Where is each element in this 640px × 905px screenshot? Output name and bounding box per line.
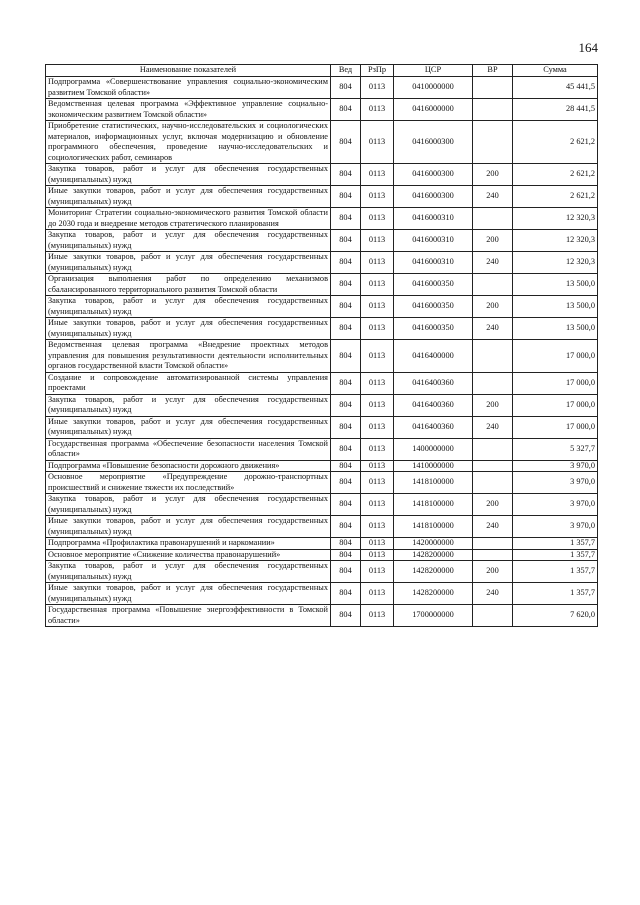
cell-sum: 12 320,3: [513, 208, 598, 230]
cell-rzpr: 0113: [361, 394, 394, 416]
cell-ved: 804: [331, 561, 361, 583]
cell-rzpr: 0113: [361, 538, 394, 550]
table-row: [46, 394, 598, 416]
cell-ved: 804: [331, 394, 361, 416]
cell-csr: 1428200000: [394, 583, 473, 605]
cell-vr: 200: [473, 561, 513, 583]
cell-name: Закупка товаров, работ и услуг для обеспечения государственных (муниципальных) нужд: [46, 561, 331, 583]
cell-rzpr: 0113: [361, 252, 394, 274]
cell-name: Закупка товаров, работ и услуг для обеспечения государственных (муниципальных) нужд: [46, 164, 331, 186]
cell-sum: 1 357,7: [513, 583, 598, 605]
cell-ved: 804: [331, 274, 361, 296]
table-row: [46, 164, 598, 186]
cell-vr: [473, 340, 513, 373]
cell-rzpr: 0113: [361, 296, 394, 318]
cell-ved: 804: [331, 164, 361, 186]
cell-ved: 804: [331, 416, 361, 438]
cell-rzpr: 0113: [361, 77, 394, 99]
cell-name: Приобретение статистических, научно-исследовательских и социологических материалов, информационных услуг, включая модернизацию и обновление программного обеспечения, проведение научно-исследовательских и социологических работ, семинаров: [46, 121, 331, 164]
cell-rzpr: 0113: [361, 460, 394, 472]
header-name: Наименование показателей: [46, 65, 331, 77]
cell-name: Иные закупки товаров, работ и услуг для обеспечения государственных (муниципальных) нужд: [46, 416, 331, 438]
cell-sum: 1 357,7: [513, 538, 598, 550]
cell-vr: 240: [473, 583, 513, 605]
cell-vr: 200: [473, 164, 513, 186]
table-row: [46, 99, 598, 121]
cell-csr: 0416000350: [394, 318, 473, 340]
table-row: [46, 372, 598, 394]
cell-name: Закупка товаров, работ и услуг для обеспечения государственных (муниципальных) нужд: [46, 494, 331, 516]
cell-name: Иные закупки товаров, работ и услуг для обеспечения государственных (муниципальных) нужд: [46, 252, 331, 274]
cell-name: Подпрограмма «Повышение безопасности дорожного движения»: [46, 460, 331, 472]
cell-sum: 3 970,0: [513, 516, 598, 538]
cell-vr: 240: [473, 186, 513, 208]
cell-vr: [473, 549, 513, 561]
cell-rzpr: 0113: [361, 121, 394, 164]
cell-rzpr: 0113: [361, 340, 394, 373]
cell-ved: 804: [331, 372, 361, 394]
cell-ved: 804: [331, 583, 361, 605]
cell-name: Подпрограмма «Профилактика правонарушений и наркомании»: [46, 538, 331, 550]
table-row: [46, 77, 598, 99]
cell-csr: 1410000000: [394, 460, 473, 472]
cell-rzpr: 0113: [361, 164, 394, 186]
cell-vr: 200: [473, 494, 513, 516]
cell-vr: [473, 472, 513, 494]
cell-csr: 0416400000: [394, 340, 473, 373]
cell-name: Иные закупки товаров, работ и услуг для обеспечения государственных (муниципальных) нужд: [46, 583, 331, 605]
cell-vr: 240: [473, 252, 513, 274]
cell-ved: 804: [331, 494, 361, 516]
cell-sum: 5 327,7: [513, 438, 598, 460]
cell-ved: 804: [331, 472, 361, 494]
cell-sum: 12 320,3: [513, 252, 598, 274]
cell-csr: 0416000300: [394, 121, 473, 164]
cell-sum: 7 620,0: [513, 605, 598, 627]
cell-name: Закупка товаров, работ и услуг для обеспечения государственных (муниципальных) нужд: [46, 394, 331, 416]
cell-csr: 0416400360: [394, 416, 473, 438]
cell-vr: 240: [473, 516, 513, 538]
cell-name: Закупка товаров, работ и услуг для обеспечения государственных (муниципальных) нужд: [46, 230, 331, 252]
cell-rzpr: 0113: [361, 318, 394, 340]
cell-name: Иные закупки товаров, работ и услуг для обеспечения государственных (муниципальных) нужд: [46, 318, 331, 340]
cell-sum: 1 357,7: [513, 561, 598, 583]
table-row: [46, 208, 598, 230]
table-row: [46, 494, 598, 516]
cell-csr: 1418100000: [394, 516, 473, 538]
cell-sum: 2 621,2: [513, 121, 598, 164]
table-row: [46, 538, 598, 550]
cell-vr: [473, 460, 513, 472]
cell-name: Создание и сопровождение автоматизированной системы управления проектами: [46, 372, 331, 394]
table-row: [46, 516, 598, 538]
cell-csr: 1428200000: [394, 549, 473, 561]
cell-ved: 804: [331, 252, 361, 274]
cell-vr: [473, 438, 513, 460]
cell-csr: 0410000000: [394, 77, 473, 99]
cell-csr: 0416000300: [394, 164, 473, 186]
cell-rzpr: 0113: [361, 230, 394, 252]
cell-rzpr: 0113: [361, 274, 394, 296]
cell-name: Ведомственная целевая программа «Эффективное управление социально-экономическим развитием Томской области»: [46, 99, 331, 121]
header-ved: Вед: [331, 65, 361, 77]
cell-name: Основное мероприятие «Снижение количества правонарушений»: [46, 549, 331, 561]
table-row: [46, 340, 598, 373]
cell-ved: 804: [331, 549, 361, 561]
cell-rzpr: 0113: [361, 208, 394, 230]
cell-vr: [473, 77, 513, 99]
cell-rzpr: 0113: [361, 583, 394, 605]
cell-vr: [473, 208, 513, 230]
cell-name: Закупка товаров, работ и услуг для обеспечения государственных (муниципальных) нужд: [46, 296, 331, 318]
table-row: [46, 318, 598, 340]
cell-rzpr: 0113: [361, 561, 394, 583]
cell-sum: 1 357,7: [513, 549, 598, 561]
cell-sum: 45 441,5: [513, 77, 598, 99]
cell-ved: 804: [331, 605, 361, 627]
cell-ved: 804: [331, 186, 361, 208]
cell-sum: 13 500,0: [513, 274, 598, 296]
cell-sum: 17 000,0: [513, 416, 598, 438]
cell-ved: 804: [331, 538, 361, 550]
cell-csr: 0416000350: [394, 274, 473, 296]
table-row: [46, 561, 598, 583]
table-row: [46, 274, 598, 296]
cell-vr: 200: [473, 394, 513, 416]
cell-sum: 12 320,3: [513, 230, 598, 252]
cell-sum: 2 621,2: [513, 164, 598, 186]
table-row: [46, 460, 598, 472]
cell-rzpr: 0113: [361, 438, 394, 460]
table-row: [46, 186, 598, 208]
cell-sum: 2 621,2: [513, 186, 598, 208]
cell-vr: 200: [473, 230, 513, 252]
cell-csr: 0416000000: [394, 99, 473, 121]
cell-name: Мониторинг Стратегии социально-экономического развития Томской области до 2030 года и внедрение методов стратегического планирования: [46, 208, 331, 230]
cell-sum: 13 500,0: [513, 318, 598, 340]
cell-rzpr: 0113: [361, 516, 394, 538]
header-rzpr: РзПр: [361, 65, 394, 77]
cell-vr: [473, 538, 513, 550]
cell-rzpr: 0113: [361, 186, 394, 208]
cell-csr: 1400000000: [394, 438, 473, 460]
cell-vr: [473, 99, 513, 121]
cell-ved: 804: [331, 340, 361, 373]
cell-rzpr: 0113: [361, 416, 394, 438]
cell-name: Иные закупки товаров, работ и услуг для обеспечения государственных (муниципальных) нужд: [46, 186, 331, 208]
cell-csr: 0416000350: [394, 296, 473, 318]
cell-vr: 240: [473, 318, 513, 340]
cell-vr: 240: [473, 416, 513, 438]
cell-vr: 200: [473, 296, 513, 318]
table-row: [46, 296, 598, 318]
cell-rzpr: 0113: [361, 549, 394, 561]
cell-vr: [473, 121, 513, 164]
cell-name: Государственная программа «Обеспечение безопасности населения Томской области»: [46, 438, 331, 460]
table-row: [46, 472, 598, 494]
budget-table: [45, 64, 598, 627]
cell-ved: 804: [331, 99, 361, 121]
table-row: [46, 605, 598, 627]
cell-sum: 13 500,0: [513, 296, 598, 318]
cell-vr: [473, 605, 513, 627]
cell-name: Основное мероприятие «Предупреждение дорожно-транспортных происшествий и снижение тяжести их последствий»: [46, 472, 331, 494]
cell-csr: 0416000310: [394, 252, 473, 274]
cell-ved: 804: [331, 230, 361, 252]
cell-vr: [473, 372, 513, 394]
header-csr: ЦСР: [394, 65, 473, 77]
cell-rzpr: 0113: [361, 99, 394, 121]
cell-sum: 3 970,0: [513, 460, 598, 472]
cell-csr: 1700000000: [394, 605, 473, 627]
table-row: [46, 121, 598, 164]
cell-sum: 17 000,0: [513, 372, 598, 394]
cell-csr: 0416400360: [394, 394, 473, 416]
cell-csr: 1418100000: [394, 472, 473, 494]
table-body: [46, 77, 598, 627]
cell-ved: 804: [331, 318, 361, 340]
cell-csr: 0416000300: [394, 186, 473, 208]
cell-ved: 804: [331, 460, 361, 472]
cell-rzpr: 0113: [361, 605, 394, 627]
cell-rzpr: 0113: [361, 472, 394, 494]
cell-sum: 17 000,0: [513, 340, 598, 373]
cell-ved: 804: [331, 516, 361, 538]
cell-name: Государственная программа «Повышение энергоэффективности в Томской области»: [46, 605, 331, 627]
cell-sum: 3 970,0: [513, 494, 598, 516]
page-number: 164: [578, 40, 598, 55]
header-sum: Сумма: [513, 65, 598, 77]
cell-ved: 804: [331, 296, 361, 318]
header-vr: ВР: [473, 65, 513, 77]
table-row: [46, 230, 598, 252]
cell-sum: 3 970,0: [513, 472, 598, 494]
cell-name: Организация выполнения работ по определению механизмов сбалансированного территориального развития Томской области: [46, 274, 331, 296]
cell-vr: [473, 274, 513, 296]
cell-name: Подпрограмма «Совершенствование управления социально-экономическим развитием Томской области»: [46, 77, 331, 99]
cell-name: Иные закупки товаров, работ и услуг для обеспечения государственных (муниципальных) нужд: [46, 516, 331, 538]
cell-rzpr: 0113: [361, 494, 394, 516]
cell-csr: 0416000310: [394, 230, 473, 252]
cell-ved: 804: [331, 121, 361, 164]
cell-csr: 0416000310: [394, 208, 473, 230]
cell-ved: 804: [331, 208, 361, 230]
table-row: [46, 583, 598, 605]
cell-sum: 28 441,5: [513, 99, 598, 121]
table-row: [46, 252, 598, 274]
cell-csr: 1428200000: [394, 561, 473, 583]
cell-ved: 804: [331, 438, 361, 460]
table-row: [46, 416, 598, 438]
table-row: [46, 438, 598, 460]
cell-csr: 1420000000: [394, 538, 473, 550]
cell-sum: 17 000,0: [513, 394, 598, 416]
cell-ved: 804: [331, 77, 361, 99]
cell-csr: 1418100000: [394, 494, 473, 516]
cell-csr: 0416400360: [394, 372, 473, 394]
table-header-row: [46, 65, 598, 77]
table-row: [46, 549, 598, 561]
cell-rzpr: 0113: [361, 372, 394, 394]
cell-name: Ведомственная целевая программа «Внедрение проектных методов управления для повышения результативности деятельности исполнительных органов государственной власти Томской области»: [46, 340, 331, 373]
